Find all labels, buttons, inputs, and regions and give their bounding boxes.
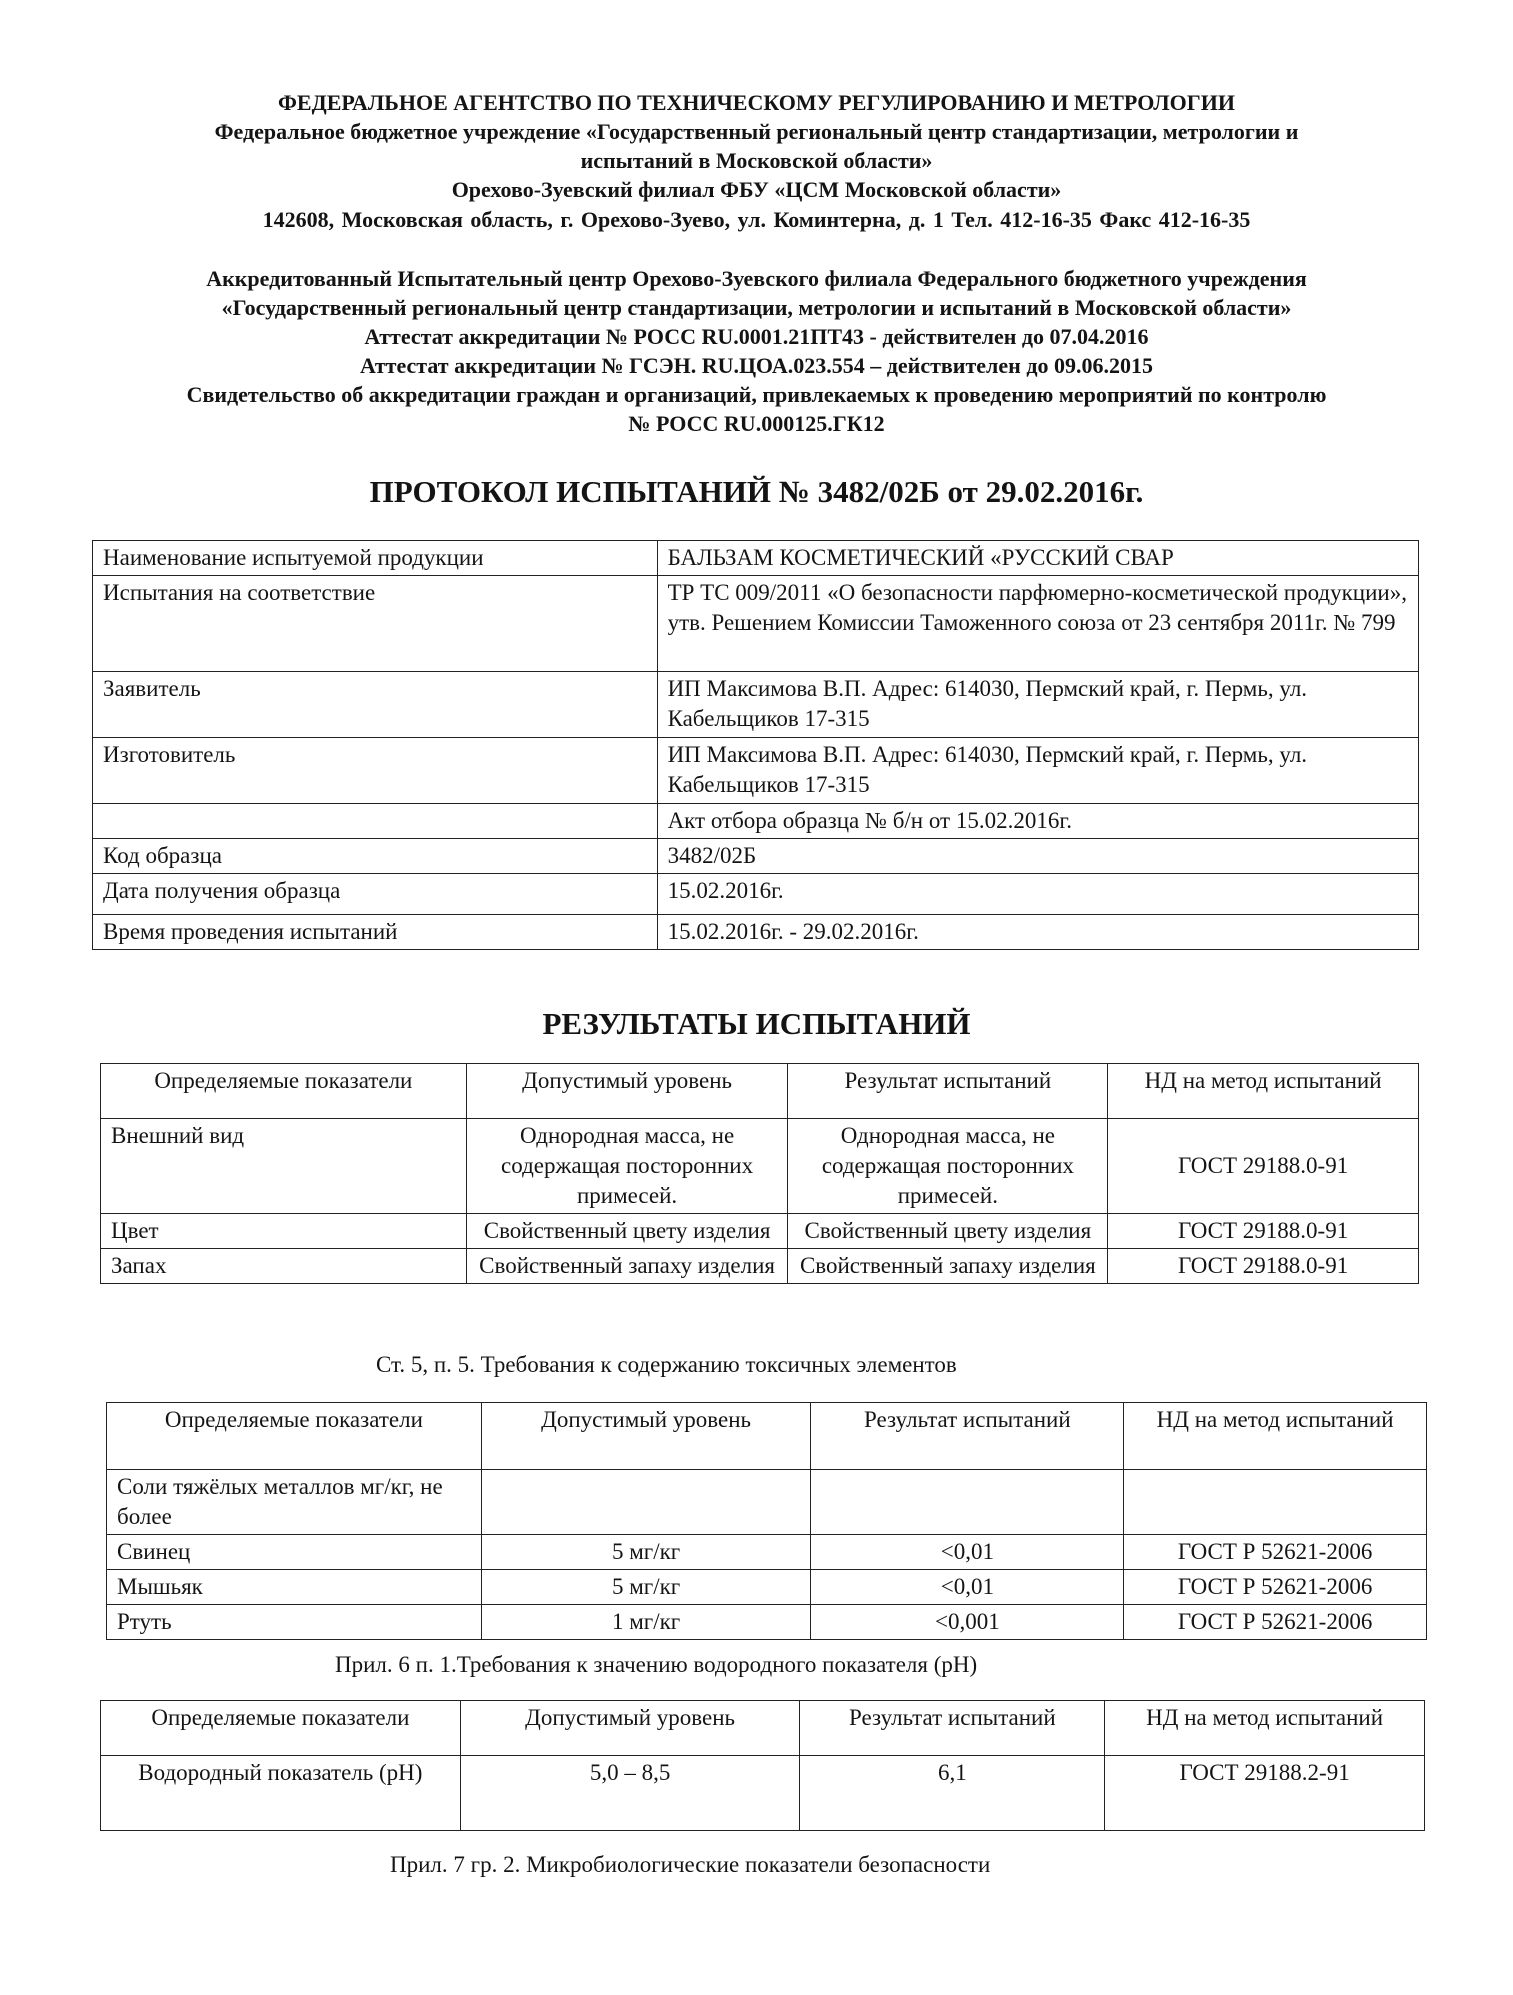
info-value: Акт отбора образца № б/н от 15.02.2016г. [657,804,1418,839]
info-label: Изготовитель [93,738,658,804]
table-header-row [101,1064,1419,1119]
indicator-cell: Внешний вид [101,1119,467,1214]
ph-caption: Прил. 6 п. 1.Требования к значению водородного показателя (рН) [335,1652,978,1677]
organoleptic-table [100,1063,1419,1284]
sample-info-table [92,540,1419,950]
info-value: ИП Максимова В.П. Адрес: 614030, Пермский край, г. Пермь, ул. Кабельщиков 17-315 [657,672,1418,738]
column-header: НД на метод испытаний [1108,1064,1419,1119]
info-value: 15.02.2016г. [657,874,1418,915]
info-value: 15.02.2016г. - 29.02.2016г. [657,915,1418,950]
result-cell: <0,001 [811,1605,1124,1640]
institution-line-2: испытаний в Московской области» [580,148,933,173]
info-value: 3482/02Б [657,839,1418,874]
method-cell: ГОСТ 29188.2-91 [1105,1756,1425,1831]
toxic-elements-caption: Ст. 5, п. 5. Требования к содержанию токсичных элементов [376,1352,957,1377]
table-row [93,839,1419,874]
column-header: Результат испытаний [788,1064,1108,1119]
result-cell: <0,01 [811,1535,1124,1570]
ph-table [100,1700,1425,1831]
column-header: Допустимый уровень [481,1403,811,1470]
column-header: Определяемые показатели [101,1701,461,1756]
indicator-cell: Ртуть [107,1605,482,1640]
info-label: Испытания на соответствие [93,576,658,672]
column-header: НД на метод испытаний [1124,1403,1427,1470]
column-header: Определяемые показатели [101,1064,467,1119]
info-label [93,804,658,839]
accredited-line-1: Аккредитованный Испытательный центр Орехово-Зуевского филиала Федерального бюджетного учреждения [206,266,1307,291]
result-cell: Свойственный запаху изделия [788,1249,1108,1284]
table-header-row [107,1403,1427,1470]
info-label: Время проведения испытаний [93,915,658,950]
empty-cell [1124,1470,1427,1535]
results-title: РЕЗУЛЬТАТЫ ИСПЫТАНИЙ [542,1006,971,1041]
table-row [101,1119,1419,1214]
table-row [107,1605,1427,1640]
info-label: Заявитель [93,672,658,738]
info-value: ИП Максимова В.П. Адрес: 614030, Пермский край, г. Пермь, ул. Кабельщиков 17-315 [657,738,1418,804]
method-cell: ГОСТ Р 52621-2006 [1124,1535,1427,1570]
column-header: Допустимый уровень [460,1701,800,1756]
info-value: ТР ТС 009/2011 «О безопасности парфюмерно-косметической продукции», утв. Решением Комиссии Таможенного союза от 23 сентября 2011г. № 799 [657,576,1418,672]
info-value: БАЛЬЗАМ КОСМЕТИЧЕСКИЙ «РУССКИЙ СВАР [657,541,1418,576]
allowed-level-cell: 1 мг/кг [481,1605,811,1640]
table-header-row [101,1701,1425,1756]
table-row [93,672,1419,738]
info-label: Наименование испытуемой продукции [93,541,658,576]
method-cell: ГОСТ Р 52621-2006 [1124,1605,1427,1640]
allowed-level-cell: Однородная масса, не содержащая посторонних примесей. [466,1119,788,1214]
column-header: Результат испытаний [811,1403,1124,1470]
attestat-line-2: Аттестат аккредитации № ГСЭН. RU.ЦОА.023.554 – действителен до 09.06.2015 [360,353,1153,378]
method-cell: ГОСТ 29188.0-91 [1108,1249,1419,1284]
indicator-cell: Водородный показатель (рН) [101,1756,461,1831]
result-cell: Однородная масса, не содержащая посторонних примесей. [788,1119,1108,1214]
allowed-level-cell: 5 мг/кг [481,1535,811,1570]
method-cell: ГОСТ Р 52621-2006 [1124,1570,1427,1605]
certificate-line-1: Свидетельство об аккредитации граждан и организаций, привлекаемых к проведению мероприятий по контролю [186,382,1327,407]
info-label: Код образца [93,839,658,874]
allowed-level-cell: Свойственный запаху изделия [466,1249,788,1284]
table-row [101,1249,1419,1284]
table-row [93,576,1419,672]
method-cell: ГОСТ 29188.0-91 [1108,1119,1419,1214]
accredited-line-2: «Государственный региональный центр стандартизации, метрологии и испытаний в Московской области» [221,295,1292,320]
allowed-level-cell: Свойственный цвету изделия [466,1214,788,1249]
table-row [107,1535,1427,1570]
table-row [93,738,1419,804]
table-row [107,1470,1427,1535]
branch-address: 142608, Московская область, г. Орехово-Зуево, ул. Коминтерна, д. 1 Тел. 412-16-35 Факс 412-16-35 [262,207,1251,232]
method-cell: ГОСТ 29188.0-91 [1108,1214,1419,1249]
empty-cell [481,1470,811,1535]
info-label: Дата получения образца [93,874,658,915]
result-cell: Свойственный цвету изделия [788,1214,1108,1249]
column-header: Определяемые показатели [107,1403,482,1470]
indicator-cell: Свинец [107,1535,482,1570]
allowed-level-cell: 5,0 – 8,5 [460,1756,800,1831]
table-row [101,1214,1419,1249]
table-row [93,804,1419,839]
column-header: Допустимый уровень [466,1064,788,1119]
column-header: НД на метод испытаний [1105,1701,1425,1756]
indicator-cell: Запах [101,1249,467,1284]
branch-name: Орехово-Зуевский филиал ФБУ «ЦСМ Московской области» [451,177,1062,202]
microbiology-caption: Прил. 7 гр. 2. Микробиологические показатели безопасности [390,1852,991,1877]
attestat-line-1: Аттестат аккредитации № РОСС RU.0001.21ПТ43 - действителен до 07.04.2016 [364,324,1149,349]
protocol-title: ПРОТОКОЛ ИСПЫТАНИЙ № 3482/02Б от 29.02.2016г. [369,474,1144,509]
allowed-level-cell: 5 мг/кг [481,1570,811,1605]
indicator-cell: Цвет [101,1214,467,1249]
table-row [93,874,1419,915]
indicator-cell: Мышьяк [107,1570,482,1605]
table-row [93,915,1419,950]
table-row [101,1756,1425,1831]
institution-line-1: Федеральное бюджетное учреждение «Государственный региональный центр стандартизации, метрологии и [214,119,1299,144]
agency-name: ФЕДЕРАЛЬНОЕ АГЕНТСТВО ПО ТЕХНИЧЕСКОМУ РЕГУЛИРОВАНИЮ И МЕТРОЛОГИИ [278,90,1235,115]
certificate-line-2: № РОСС RU.000125.ГК12 [628,411,885,436]
result-cell: <0,01 [811,1570,1124,1605]
group-label-cell: Соли тяжёлых металлов мг/кг, не более [107,1470,482,1535]
toxic-elements-table [106,1402,1427,1640]
result-cell: 6,1 [800,1756,1105,1831]
empty-cell [811,1470,1124,1535]
table-row [93,541,1419,576]
column-header: Результат испытаний [800,1701,1105,1756]
table-row [107,1570,1427,1605]
